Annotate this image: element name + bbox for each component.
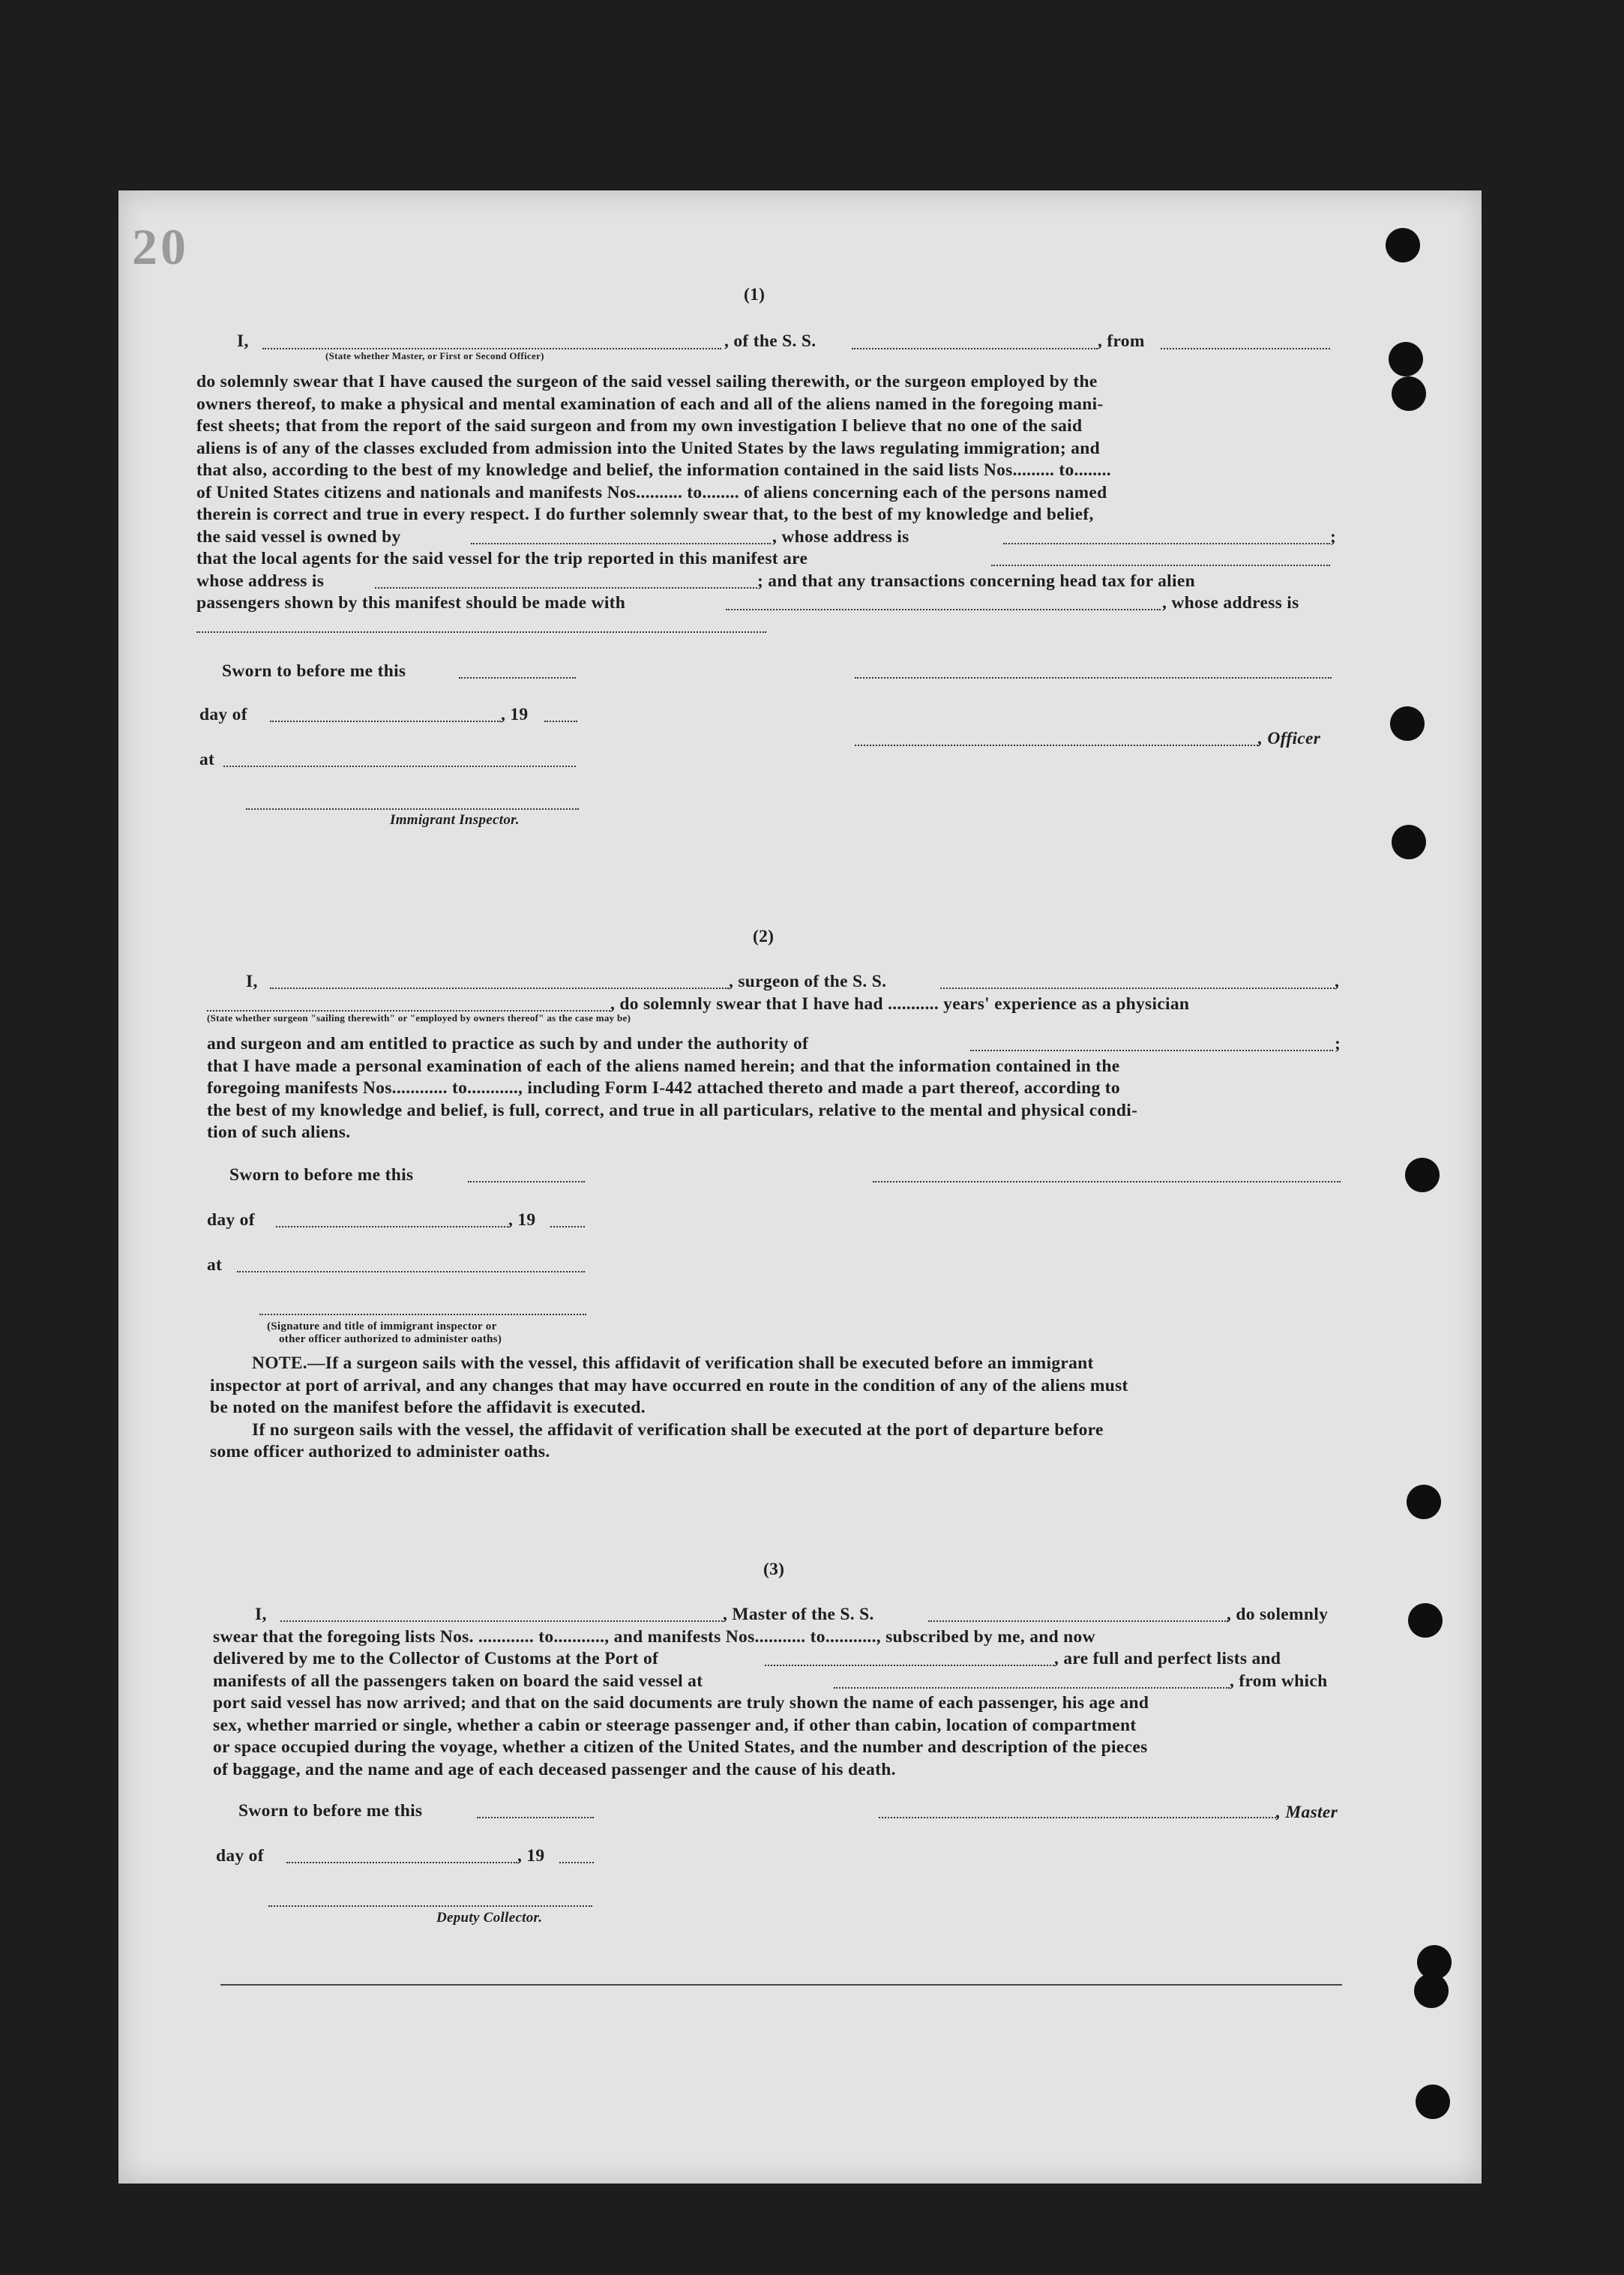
s1-sworn: Sworn to before me this bbox=[222, 661, 406, 681]
s1-vessel-field[interactable] bbox=[852, 348, 1098, 349]
s3-i: I, bbox=[255, 1605, 267, 1624]
punch-hole bbox=[1392, 376, 1426, 411]
punch-hole bbox=[1386, 228, 1420, 262]
s1-year-field[interactable] bbox=[544, 721, 577, 722]
s2-sig-hint: (Signature and title of immigrant inspector or bbox=[267, 1320, 497, 1332]
s3-collector: Deputy Collector. bbox=[436, 1910, 543, 1926]
s3-embark-port-field[interactable] bbox=[834, 1687, 1230, 1689]
s2-swear: , do solemnly swear that I have had ........... years' experience as a physician bbox=[610, 994, 1190, 1014]
section-1-number: (1) bbox=[744, 285, 766, 304]
s2-day-field[interactable] bbox=[276, 1226, 508, 1227]
s3-full-perfect: , are full and perfect lists and bbox=[1054, 1649, 1281, 1668]
s2-note: inspector at port of arrival, and any changes that may have occurred en route in the condition of any of the aliens must bbox=[210, 1376, 1128, 1395]
s2-line: foregoing manifests Nos............ to..........., including Form I-442 attached thereto and made a part thereof, according to bbox=[207, 1078, 1120, 1098]
s3-year-field[interactable] bbox=[559, 1862, 594, 1863]
s2-surgeon-name-field[interactable] bbox=[270, 988, 729, 989]
punch-hole bbox=[1392, 825, 1426, 859]
s3-sworn-date-field[interactable] bbox=[477, 1817, 594, 1818]
s2-inspector-signature-field[interactable] bbox=[259, 1314, 586, 1315]
s1-line: that also, according to the best of my knowledge and belief, the information contained in the said lists Nos......... to........ bbox=[196, 460, 1111, 480]
s1-of-ss: , of the S. S. bbox=[724, 331, 816, 351]
semicolon: ; bbox=[1330, 527, 1337, 547]
s3-collector-signature-field[interactable] bbox=[268, 1905, 592, 1907]
page-number-stamp: 20 bbox=[132, 218, 189, 275]
s1-agents-field[interactable] bbox=[991, 565, 1330, 566]
s3-taken-on-board: manifests of all the passengers taken on board the said vessel at bbox=[213, 1671, 703, 1691]
s1-at: at bbox=[199, 750, 215, 769]
s2-signature-field[interactable] bbox=[873, 1181, 1341, 1182]
s1-agents-address-field[interactable] bbox=[375, 587, 757, 589]
s2-note: NOTE.—If a surgeon sails with the vessel, this affidavit of verification shall be executed before an immigrant bbox=[252, 1353, 1094, 1373]
s3-master-of: , Master of the S. S. bbox=[723, 1605, 874, 1624]
s1-owner-address-label: , whose address is bbox=[772, 527, 909, 547]
s2-line: that I have made a personal examination of each of the aliens named herein; and that the information contained in the bbox=[207, 1057, 1120, 1076]
s3-port-label: delivered by me to the Collector of Customs at the Port of bbox=[213, 1649, 659, 1668]
s2-sworn-date-field[interactable] bbox=[468, 1181, 585, 1182]
bottom-rule bbox=[220, 1984, 1342, 1986]
punch-hole bbox=[1416, 2085, 1450, 2119]
s2-vessel-field[interactable] bbox=[940, 988, 1335, 989]
s1-officer-name-field[interactable] bbox=[262, 348, 721, 349]
punch-hole bbox=[1390, 706, 1425, 741]
punch-hole bbox=[1405, 1158, 1440, 1192]
s3-master: , Master bbox=[1276, 1803, 1338, 1822]
s1-owned-by: the said vessel is owned by bbox=[196, 527, 401, 547]
s1-officer: , Officer bbox=[1258, 729, 1321, 748]
s1-line: therein is correct and true in every respect. I do further solemnly swear that, to the best of my knowledge and belief, bbox=[196, 505, 1094, 524]
s3-from-which: , from which bbox=[1230, 1671, 1328, 1691]
s2-note: If no surgeon sails with the vessel, the affidavit of verification shall be executed at the port of departure before bbox=[252, 1420, 1104, 1440]
s1-inspector-signature-field[interactable] bbox=[246, 808, 579, 810]
punch-hole bbox=[1414, 1974, 1449, 2008]
s3-day-of: day of bbox=[216, 1846, 264, 1866]
s3-year: , 19 bbox=[517, 1846, 545, 1866]
s2-day-of: day of bbox=[207, 1210, 255, 1230]
s1-at-field[interactable] bbox=[223, 766, 576, 767]
s3-line: swear that the foregoing lists Nos. ............ to..........., and manifests Nos........... to..........., subscribed by me, and now bbox=[213, 1627, 1095, 1647]
section-2-number: (2) bbox=[753, 927, 775, 946]
s1-agents: that the local agents for the said vessel for the trip reported in this manifest are bbox=[196, 549, 808, 568]
s2-sworn: Sworn to before me this bbox=[229, 1165, 414, 1185]
s1-owner-field[interactable] bbox=[471, 543, 771, 544]
s2-sig-hint: other officer authorized to administer oaths) bbox=[279, 1333, 502, 1345]
s1-from-field[interactable] bbox=[1161, 348, 1330, 349]
section-3-number: (3) bbox=[763, 1560, 785, 1579]
s2-at-field[interactable] bbox=[237, 1271, 585, 1272]
s1-whose-address-2: , whose address is bbox=[1162, 593, 1299, 613]
s3-line: port said vessel has now arrived; and that on the said documents are truly shown the name of each passenger, his age and bbox=[213, 1693, 1149, 1713]
s1-day-field[interactable] bbox=[270, 721, 501, 722]
s1-whose-address: whose address is bbox=[196, 571, 325, 591]
s1-line: do solemnly swear that I have caused the surgeon of the said vessel sailing therewith, or the surgeon employed by the bbox=[196, 372, 1098, 391]
s1-transactions-address-field[interactable] bbox=[196, 631, 766, 633]
s2-line: the best of my knowledge and belief, is full, correct, and true in all particulars, relative to the mental and physical condi- bbox=[207, 1101, 1138, 1120]
s1-from: , from bbox=[1098, 331, 1145, 351]
s1-hint: (State whether Master, or First or Second Officer) bbox=[325, 350, 544, 361]
s1-day-of: day of bbox=[199, 705, 247, 724]
s1-owner-address-field[interactable] bbox=[1003, 543, 1330, 544]
s2-note: some officer authorized to administer oaths. bbox=[210, 1442, 550, 1461]
s2-line: and surgeon and am entitled to practice as such by and under the authority of bbox=[207, 1034, 809, 1054]
s1-transactions-field[interactable] bbox=[726, 609, 1161, 610]
s2-hint: (State whether surgeon "sailing therewith" or "employed by owners thereof" as the case may be) bbox=[207, 1012, 631, 1024]
s3-line: or space occupied during the voyage, whether a citizen of the United States, and the number and description of the pieces bbox=[213, 1737, 1148, 1757]
s2-year-field[interactable] bbox=[550, 1226, 585, 1227]
s1-inspector: Immigrant Inspector. bbox=[390, 812, 520, 828]
s2-line: tion of such aliens. bbox=[207, 1123, 351, 1142]
comma: , bbox=[1335, 972, 1340, 991]
s1-signature-field[interactable] bbox=[855, 677, 1332, 679]
s2-sailing-field[interactable] bbox=[207, 1010, 610, 1012]
s1-line: aliens is of any of the classes excluded from admission into the United States by the laws regulating immigration; and bbox=[196, 439, 1100, 458]
s2-i: I, bbox=[246, 972, 258, 991]
s2-at: at bbox=[207, 1255, 223, 1275]
s1-head-tax: ; and that any transactions concerning head tax for alien bbox=[757, 571, 1195, 591]
s2-authority-field[interactable] bbox=[970, 1050, 1333, 1051]
s1-line: owners thereof, to make a physical and mental examination of each and all of the aliens named in the foregoing mani- bbox=[196, 394, 1104, 414]
s1-year: , 19 bbox=[501, 705, 529, 724]
s2-note: be noted on the manifest before the affidavit is executed. bbox=[210, 1398, 646, 1417]
s1-line: fest sheets; that from the report of the said surgeon and from my own investigation I believe that no one of the said bbox=[196, 416, 1083, 436]
s1-passengers: passengers shown by this manifest should be made with bbox=[196, 593, 626, 613]
s2-surgeon-of: , surgeon of the S. S. bbox=[729, 972, 887, 991]
s3-day-field[interactable] bbox=[286, 1862, 517, 1863]
s1-sworn-date-field[interactable] bbox=[459, 677, 576, 679]
semicolon: ; bbox=[1335, 1034, 1341, 1054]
s1-i: I, bbox=[237, 331, 249, 351]
s3-line: sex, whether married or single, whether a cabin or steerage passenger and, if other than cabin, location of compartment bbox=[213, 1716, 1137, 1735]
punch-hole bbox=[1408, 1603, 1443, 1638]
s3-sworn: Sworn to before me this bbox=[238, 1801, 423, 1821]
s1-officer-signature-field[interactable] bbox=[855, 745, 1258, 746]
s3-master-signature-field[interactable] bbox=[879, 1817, 1276, 1818]
punch-hole bbox=[1389, 342, 1423, 376]
s3-line: of baggage, and the name and age of each deceased passenger and the cause of his death. bbox=[213, 1760, 896, 1779]
s3-master-name-field[interactable] bbox=[280, 1620, 723, 1622]
s3-port-field[interactable] bbox=[765, 1665, 1054, 1666]
punch-hole bbox=[1407, 1485, 1441, 1519]
s1-line: of United States citizens and nationals and manifests Nos.......... to........ of aliens concerning each of the persons named bbox=[196, 483, 1107, 502]
s3-do-solemnly: , do solemnly bbox=[1227, 1605, 1329, 1624]
s2-year: , 19 bbox=[508, 1210, 536, 1230]
s3-vessel-field[interactable] bbox=[928, 1620, 1228, 1622]
